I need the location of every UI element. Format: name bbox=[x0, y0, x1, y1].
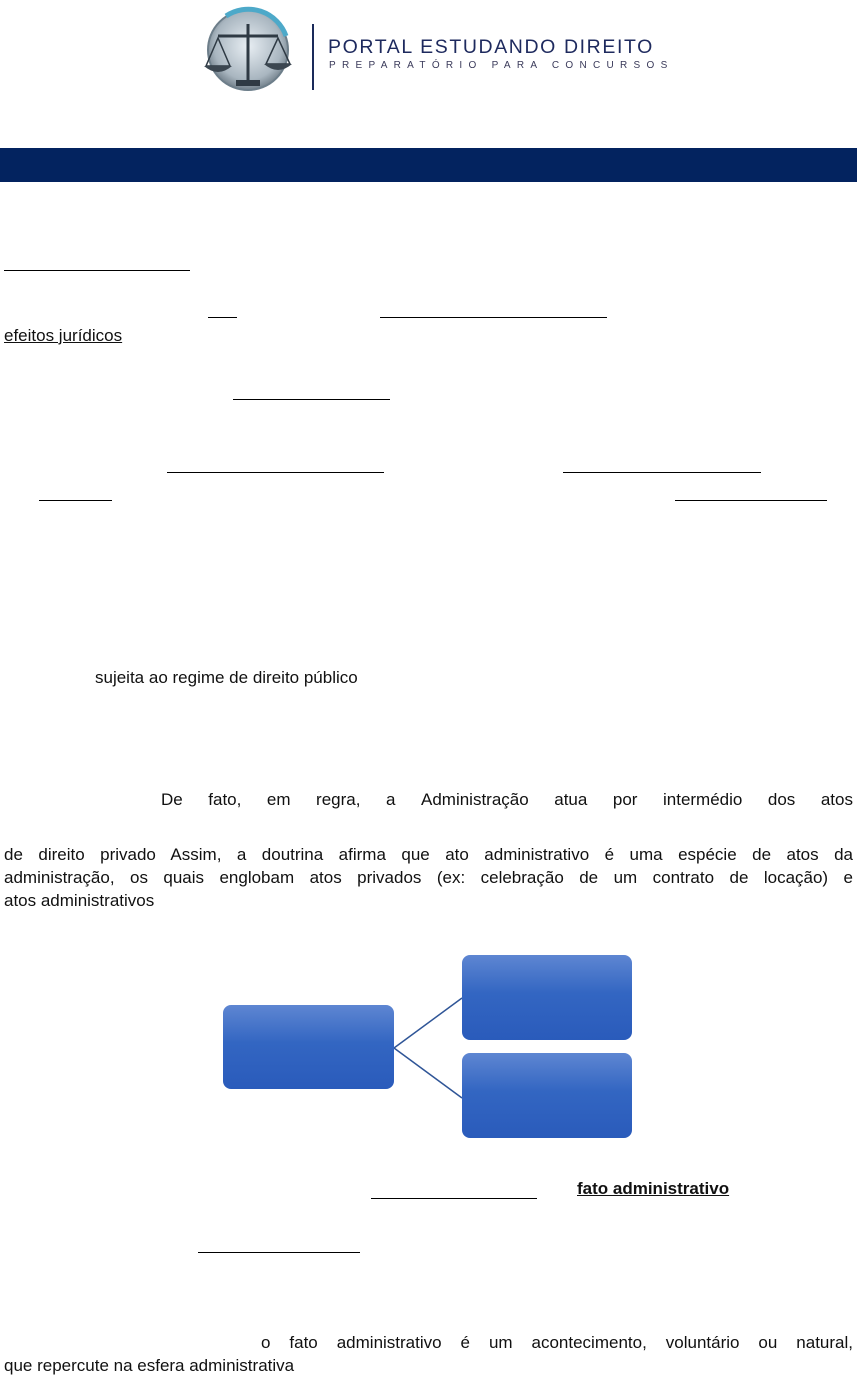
word: intermédio bbox=[662, 790, 743, 809]
diagram-box-root bbox=[223, 1005, 394, 1089]
text-repercute: que repercute na esfera administrativa bbox=[4, 1356, 295, 1375]
text-administracao: administração, os quais englobam atos privados (ex: celebração de um contrato de locação) e bbox=[4, 868, 853, 887]
logo-title: PORTAL ESTUDANDO DIREITO bbox=[328, 36, 654, 58]
underline-mark bbox=[371, 1198, 537, 1199]
word: regra, bbox=[316, 790, 361, 809]
diagram-box-top bbox=[462, 955, 632, 1040]
word: a bbox=[386, 790, 396, 809]
text-fato-administrativo: fato administrativo bbox=[577, 1179, 730, 1198]
text-direito-privado: de direito privado Assim, a doutrina afirma que ato administrativo é uma espécie de atos da bbox=[4, 845, 853, 864]
word: fato, bbox=[208, 790, 242, 809]
word: em bbox=[266, 790, 291, 809]
word: dos bbox=[767, 790, 796, 809]
word: Administração bbox=[421, 790, 529, 809]
text-efeitos-juridicos: efeitos jurídicos bbox=[4, 326, 123, 345]
text-atos-administrativos: atos administrativos bbox=[4, 891, 155, 910]
logo-subtitle: PREPARATÓRIO PARA CONCURSOS bbox=[329, 60, 674, 71]
underline-mark bbox=[198, 1252, 360, 1253]
diagram-box-bottom bbox=[462, 1053, 632, 1138]
word: por bbox=[612, 790, 638, 809]
text-sujeita-regime: sujeita ao regime de direito público bbox=[95, 668, 358, 687]
word: atua bbox=[554, 790, 588, 809]
text-o-fato: o fato administrativo é um acontecimento, voluntário ou natural, bbox=[261, 1333, 853, 1352]
word: De bbox=[161, 790, 183, 809]
word: atos bbox=[820, 790, 853, 809]
